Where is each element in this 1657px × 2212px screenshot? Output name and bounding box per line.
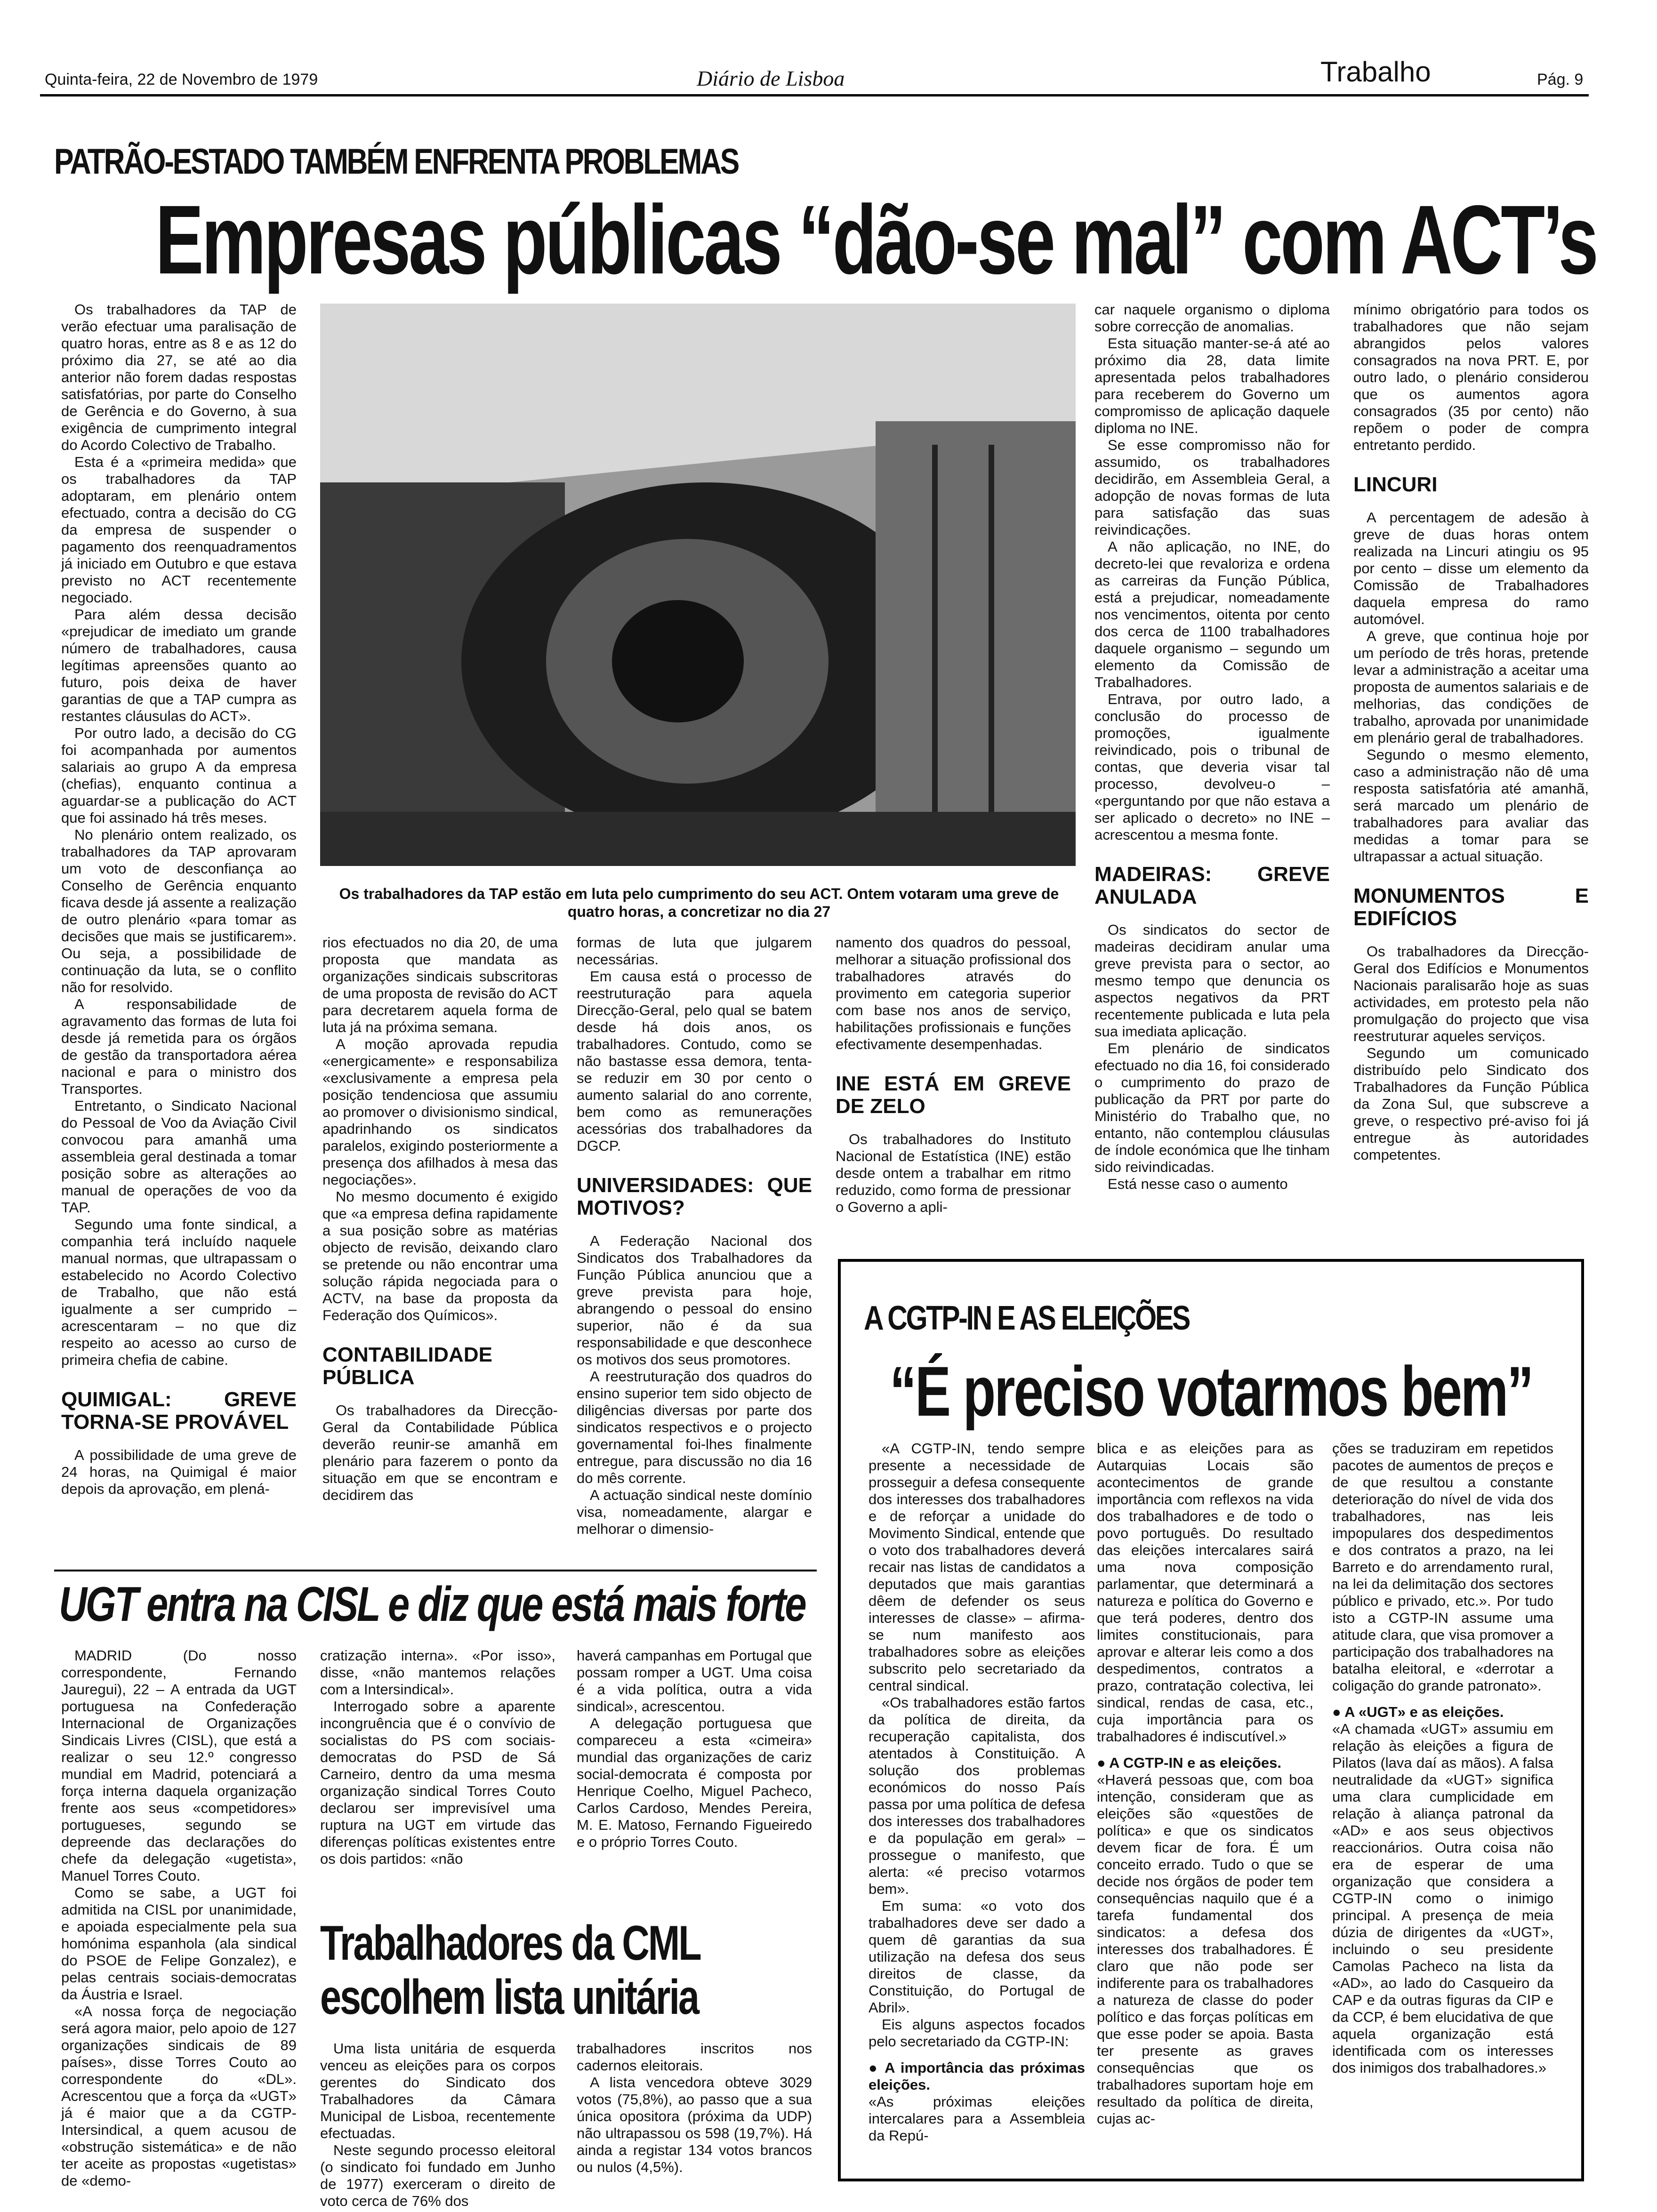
cml-col1: Uma lista unitária de esquerda venceu as eleições para os corpos gerentes do Sindicato dos Trabalhadores da Câmara Municipal de Lisboa, recentemente efectuadas. Neste segundo processo eleitoral (o sindicato foi fundado em Junho de 1977) exerceram o direito de voto cerca de 76% dos [320,2040,555,2209]
lincuri-heading: LINCURI [1353,473,1438,496]
cgtp-bullet-eleicoes: ● A CGTP-IN e as eleições. [1097,1755,1282,1771]
tap-article-col2: rios efectuados no dia 20, de uma proposta que mandata as organizações sindicais subscritoras de uma proposta de revisão do ACT para decretarem aquela forma de luta já na próxima semana. A moção aprovada repudia «energicamente» e responsabiliza «exclusivamente a empresa pela posição tendenciosa que assumiu ao promover o divisionismo sindical, apadrinhando os sindicatos paralelos, exigindo posteriormente a presença dos afilhados à mesa das negociações». No mesmo documento é exigido que «a empresa defina rapidamente a sua posição sobre as matérias objecto de revisão, deixando claro se pretende ou não encontrar uma solução rápida negociada para o ACTV, na base da proposta da Federação dos Químicos». CONTABILIDADE PÚBLICA Os trabalhadores da Direcção-Geral da Contabilidade Pública deverão reunir-se amanhã em plenário para fazerem o ponto da situação em que se encontram e decidirem das [322,934,558,1503]
cgtp-col2: blica e as eleições para as Autarquias Locais são acontecimentos de grande importância com reflexos na vida dos trabalhadores e de todo o povo português. Do resultado das eleições intercalares sairá uma nova composição parlamentar, que determinará a natureza e política do Governo e que terá poderes, dentro dos limites constitucionais, para aprovar e alterar leis como a dos despedimentos, contratos a prazo, contratação colectiva, lei sindical, rendas de casa, etc., cuja importância para os trabalhadores é indiscutível.» ● A CGTP-IN e as eleições. «Haverá pessoas que, com boa intenção, consideram que as eleições são «questões de política» e que os sindicatos devem ficar de fora. É um conceito errado. Tudo o que se decide nos órgãos de poder tem consequências naquilo que é a tarefa fundamental dos sindicatos: a defesa dos interesses dos trabalhadores. É claro que não pode ser indiferente para os trabalhadores a natureza de classe do poder político e das forças políticas em que esse poder se apoia. Basta ter presente as graves consequências que os trabalhadores suportam hoje em resultado da política de direita, cujas ac- [1097,1440,1313,2127]
monumentos-heading: MONUMENTOS E EDIFÍCIOS [1353,884,1589,930]
tap-article-col3: formas de luta que julgarem necessárias. Em causa está o processo de reestruturação para aquela Direcção-Geral, pelo qual se batem desde há dois anos, os trabalhadores. Contudo, como se não bastasse essa demora, tenta-se reduzir em 30 por cento o aumento salarial do ano corrente, bem como as remunerações acessórias dos trabalhadores da DGCP. UNIVERSIDADES: QUE MOTIVOS? A Federação Nacional dos Sindicatos dos Trabalhadores da Função Pública anunciou que a greve prevista para hoje, abrangendo o pessoal do ensino superior, não é da sua responsabilidade e que desconhece os motivos dos seus promotores. A reestruturação dos quadros do ensino superior tem sido objecto de diligências diversas por parte dos sindicatos respectivos e o projecto governamental foi-lhes finalmente entregue, para discussão no dia 16 do mês corrente. A actuação sindical neste domínio visa, nomeadamente, alargar e melhorar o dimensio- [577,934,812,1537]
masthead-date: Quinta-feira, 22 de Novembro de 1979 [45,71,318,88]
cgtp-col1: «A CGTP-IN, tendo sempre presente a necessidade de prosseguir a defesa consequente dos interesses dos trabalhadores e de reforçar a unidade do Movimento Sindical, entende que o voto dos trabalhadores deverá recair nas listas de candidatos a deputados que mais garantias dêem de defender os seus interesses de classe» – afirma-se num manifesto aos trabalhadores sobre as eleições subscrito pelo secretariado da central sindical. «Os trabalhadores estão fartos da política de direita, da recuperação capitalista, dos atentados à Constituição. A solução dos problemas económicos do nosso País passa por uma política de defesa dos interesses dos trabalhadores e da população em geral» – prossegue o manifesto, que alerta: «é preciso votarmos bem». Em suma: «o voto dos trabalhadores deve ser dado a quem dê garantias da sua utilização na defesa dos seus direitos de classe, da Constituição, do Portugal de Abril». Eis alguns aspectos focados pelo secretariado da CGTP-IN: ● A importância das próximas eleições. «As próximas eleições intercalares para a Assembleia da Repú- [869,1440,1085,2144]
contabilidade-heading: CONTABILIDADE PÚBLICA [322,1343,492,1389]
cgtp-col3: ções se traduziram em repetidos pacotes de aumentos de preços e de que resultou a constante deterioração do nível de vida dos trabalhadores, nas leis impopulares dos despedimentos e dos contratos a prazo, na lei Barreto e do arrendamento rural, na lei da delimitação dos sectores público e privado, etc.». Por tudo isto a CGTP-IN assume uma atitude clara, que visa promover a participação dos trabalhadores na batalha eleitoral, e «derrotar a coligação do grande patronato». ● A «UGT» e as eleições. «A chamada «UGT» assumiu em relação às eleições a figura de Pilatos (lava daí as mãos). A falsa neutralidade da «UGT» significa uma clara cumplicidade em relação à aliança patronal da «AD» e aos seus objectivos reaccionários. Outra coisa não era de esperar de uma organização que considera a CGTP-IN como o inimigo principal. A presença de meia dúzia de dirigentes da «UGT», incluindo o seu presidente Camolas Pacheco na lista da «AD», ao lado do Casqueiro da CAP e da outras figuras da CIP e da CCP, é bem elucidativa de que aquela organização está identificada com os interesses dos inimigos dos trabalhadores.» [1332,1440,1553,2076]
masthead-rule [40,94,1589,96]
universidades-heading: UNIVERSIDADES: QUE MOTIVOS? [577,1174,812,1219]
masthead-section: Trabalho [1320,56,1431,88]
ine-heading: INE ESTÁ EM GREVE DE ZELO [836,1072,1071,1118]
cgtp-headline: “É preciso votarmos bem” [890,1352,1533,1431]
cml-headline-line1: Trabalhadores da CML [320,1916,700,1971]
ugt-col2: cratização interna». «Por isso», disse, «não mantemos relações com a Intersindical». Interrogado sobre a aparente incongruência que é o convívio de socialistas do PS com sociais-democratas do PSD de Sá Carneiro, dentro da uma mesma organização sindical Torres Couto declarou ser imprevisível uma ruptura na UGT em virtude das diferenças políticas existentes entre os dois partidos: «não [320,1647,555,1867]
tap-article-col6: mínimo obrigatório para todos os trabalhadores que não sejam abrangidos pelos valores consagrados na nova PRT. E, por outro lado, o plenário considerou que os aumentos agora consagrados (35 por cento) não repõem o poder de compra entretanto perdido. LINCURI A percentagem de adesão à greve de duas horas ontem realizada na Lincuri atingiu os 95 por cento – disse um elemento da Comissão de Trabalhadores daquela empresa do ramo automóvel. A greve, que continua hoje por um período de três horas, pretende levar a administração a aceitar uma proposta de aumentos salariais e de melhorias, das condições de trabalho, aprovada por unanimidade em plenário geral de trabalhadores. Segundo o mesmo elemento, caso a administração não dê uma resposta satisfatória até amanhã, será marcado um plenário de trabalhadores para avaliar das medidas a tomar para se ultrapassar a actual situação. MONUMENTOS E EDIFÍCIOS Os trabalhadores da Direcção-Geral dos Edifícios e Monumentos Nacionais paralisarão hoje as suas actividades, em protesto pela não promulgação do projecto que visa reestruturar aqueles serviços. Segundo um comunicado distribuído pelo Sindicato dos Trabalhadores da Função Pública da Zona Sul, que subscreve a greve, o respectivo pré-aviso foi já entregue às autoridades competentes. [1353,301,1589,1163]
tap-article-col5: car naquele organismo o diploma sobre correcção de anomalias. Esta situação manter-se-á até ao próximo dia 28, data limite apresentada pelos trabalhadores para receberem do Governo um compromisso de aplicação daquele diploma no INE. Se esse compromisso não for assumido, os trabalhadores decidirão, em Assembleia Geral, a adopção de novas formas de luta para satisfação das suas reivindicações. A não aplicação, no INE, do decreto-lei que revaloriza e ordena as carreiras da Função Pública, está a prejudicar, nomeadamente nos vencimentos, oitenta por cento dos cerca de 1100 trabalhadores daquele organismo – segundo um elemento da Comissão de Trabalhadores. Entrava, por outro lado, a conclusão do processo de promoções, igualmente reivindicado, pois o tribunal de contas, que deveria visar tal processo, devolveu-o – «perguntando por que não estava a ser aplicado o decreto» no INE – acrescentou a mesma fonte. MADEIRAS: GREVE ANULADA Os sindicatos do sector de madeiras decidiram anular uma greve prevista para o sector, ao mesmo tempo que denuncia os aspectos negativos da PRT recentemente publicada e luta pela sua imediata aplicação. Em plenário de sindicatos efectuado no dia 16, foi considerado o cumprimento do prazo de publicação da PRT por parte do Ministério do Trabalho que, no entanto, não contemplou cláusulas de índole económica que lhe tinham sido reivindicadas. Está nesse caso o aumento [1094,301,1330,1192]
ugt-headline: UGT entra na CISL e diz que está mais forte [59,1577,805,1632]
cgtp-bullet-ugt: ● A «UGT» e as eleições. [1332,1704,1504,1720]
quimigal-heading: QUIMIGAL: GREVE TORNA-SE PROVÁVEL [61,1388,297,1434]
ugt-col3: haverá campanhas em Portugal que possam romper a UGT. Uma coisa é a vida política, outra a vida sindical», acrescentou. A delegação portuguesa que compareceu a esta «cimeira» mundial das organizações de cariz social-democrata é composta por Henrique Coelho, Miguel Pacheco, Carlos Cardoso, Mendes Pereira, M. E. Matoso, Fernando Figueiredo e o próprio Torres Couto. [577,1647,812,1850]
cml-col2: trabalhadores inscritos nos cadernos eleitorais. A lista vencedora obteve 3029 votos (75,8%), ao passo que a sua única opositora (próxima da UDP) não ultrapassou os 598 (19,7%). Há ainda a registar 134 votos brancos ou nulos (4,5%). [577,2040,812,2175]
main-headline: Empresas públicas “dão-se mal” com ACT’s [155,185,1597,295]
kicker: PATRÃO-ESTADO TAMBÉM ENFRENTA PROBLEMAS [54,142,739,182]
ugt-top-rule [54,1570,817,1571]
photo-caption: Os trabalhadores da TAP estão em luta pelo cumprimento do seu ACT. Ontem votaram uma greve de quatro horas, a concretizar no dia 27 [339,885,1059,920]
cml-headline-line2: escolhem lista unitária [320,1970,698,2025]
ugt-col1: MADRID (Do nosso correspondente, Fernando Jauregui), 22 – A entrada da UGT portuguesa na Confederação Internacional de Organizações Sindicais Livres (CISL), que está a realizar o seu 12.º congresso mundial em Madrid, potenciará a força interna daquela organização frente aos seus «competidores» portugueses, segundo se depreende das declarações do chefe da delegação «ugetista», Manuel Torres Couto. Como se sabe, a UGT foi admitida na CISL por unanimidade, e apoiada especialmente pela sua homónima espanhola (ala sindical do PSOE de Felipe Gonzalez), e pelas centrais sociais-democratas da Áustria e Israel. «A nossa força de negociação será agora maior, pelo apoio de 127 organizações sindicais de 89 países», disse Torres Couto ao correspondente do «DL». Acrescentou que a força da «UGT» já é maior que a da CGTP-Intersindical, a quem acusou de «obstrução sistemática» e de não ter aceite as propostas «ugetistas» de «demo- [61,1647,297,2189]
masthead-page: Pág. 9 [1537,71,1584,88]
tap-article-col1: Os trabalhadores da TAP de verão efectuar uma paralisação de quatro horas, entre as 8 e as 12 do próximo dia 27, se até ao dia anterior não forem dadas respostas satisfatórias, por parte do Conselho de Gerência e do Governo, à sua exigência de cumprimento integral do Acordo Colectivo de Trabalho. Esta é a «primeira medida» que os trabalhadores da TAP adoptaram, em plenário ontem efectuado, contra a decisão do CG da empresa de suspender o pagamento dos reenquadramentos já iniciado em Outubro e que estava previsto no ACT recentemente negociado. Para além dessa decisão «prejudicar de imediato um grande número de trabalhadores, causa legítimas apreensões quanto ao futuro, pois deixa de haver garantias de que a TAP cumpra as restantes cláusulas do ACT». Por outro lado, a decisão do CG foi acompanhada por aumentos salariais ao grupo A da empresa (chefias), enquanto continua a aguardar-se a publicação do ACT que foi assinado há três meses. No plenário ontem realizado, os trabalhadores da TAP aprovaram um voto de desconfiança ao Conselho de Gerência enquanto ficava desde já assente a realização de outro plenário «para tomar as decisões que mais se justificarem». Ou seja, a possibilidade de continuação da luta, se o conflito não for resolvido. A responsabilidade de agravamento das formas de luta foi desde já remetida para os órgãos de gestão da transportadora aérea nacional e para o ministro dos Transportes. Entretanto, o Sindicato Nacional do Pessoal de Voo da Aviação Civil convocou para amanhã uma assembleia geral destinada a tomar posição sobre as alterações ao manual de operações de voo da TAP. Segundo uma fonte sindical, a companhia terá incluído naquele manual normas, que ultrapassam o estabelecido no Acordo Colectivo de Trabalho, que não está igualmente a ser cumprido – acrescentaram – no que diz respeito ao acesso ao curso de primeira chefia de cabine. QUIMIGAL: GREVE TORNA-SE PROVÁVEL A possibilidade de uma greve de 24 horas, na Quimigal é maior depois da aprovação, em plená- [61,301,297,1497]
cgtp-bullet-importancia: ● A importância das próximas eleições. [869,2060,1085,2093]
masthead-paper: Diário de Lisboa [697,66,845,90]
madeiras-heading: MADEIRAS: GREVE ANULADA [1094,863,1330,908]
photo-illustration [320,304,1076,866]
tap-article-col4: namento dos quadros do pessoal, melhorar a situação profissional dos trabalhadores através do provimento em categoria superior com base nos anos de serviço, habilitações profissionais e funções efectivamente desempenhadas. INE ESTÁ EM GREVE DE ZELO Os trabalhadores do Instituto Nacional de Estatística (INE) estão desde ontem a trabalhar em ritmo reduzido, como forma de pressionar o Governo a apli- [836,934,1071,1215]
cgtp-kicker: A CGTP-IN E AS ELEIÇÕES [864,1299,1190,1337]
tap-aircraft-engine-photo [320,304,1076,866]
